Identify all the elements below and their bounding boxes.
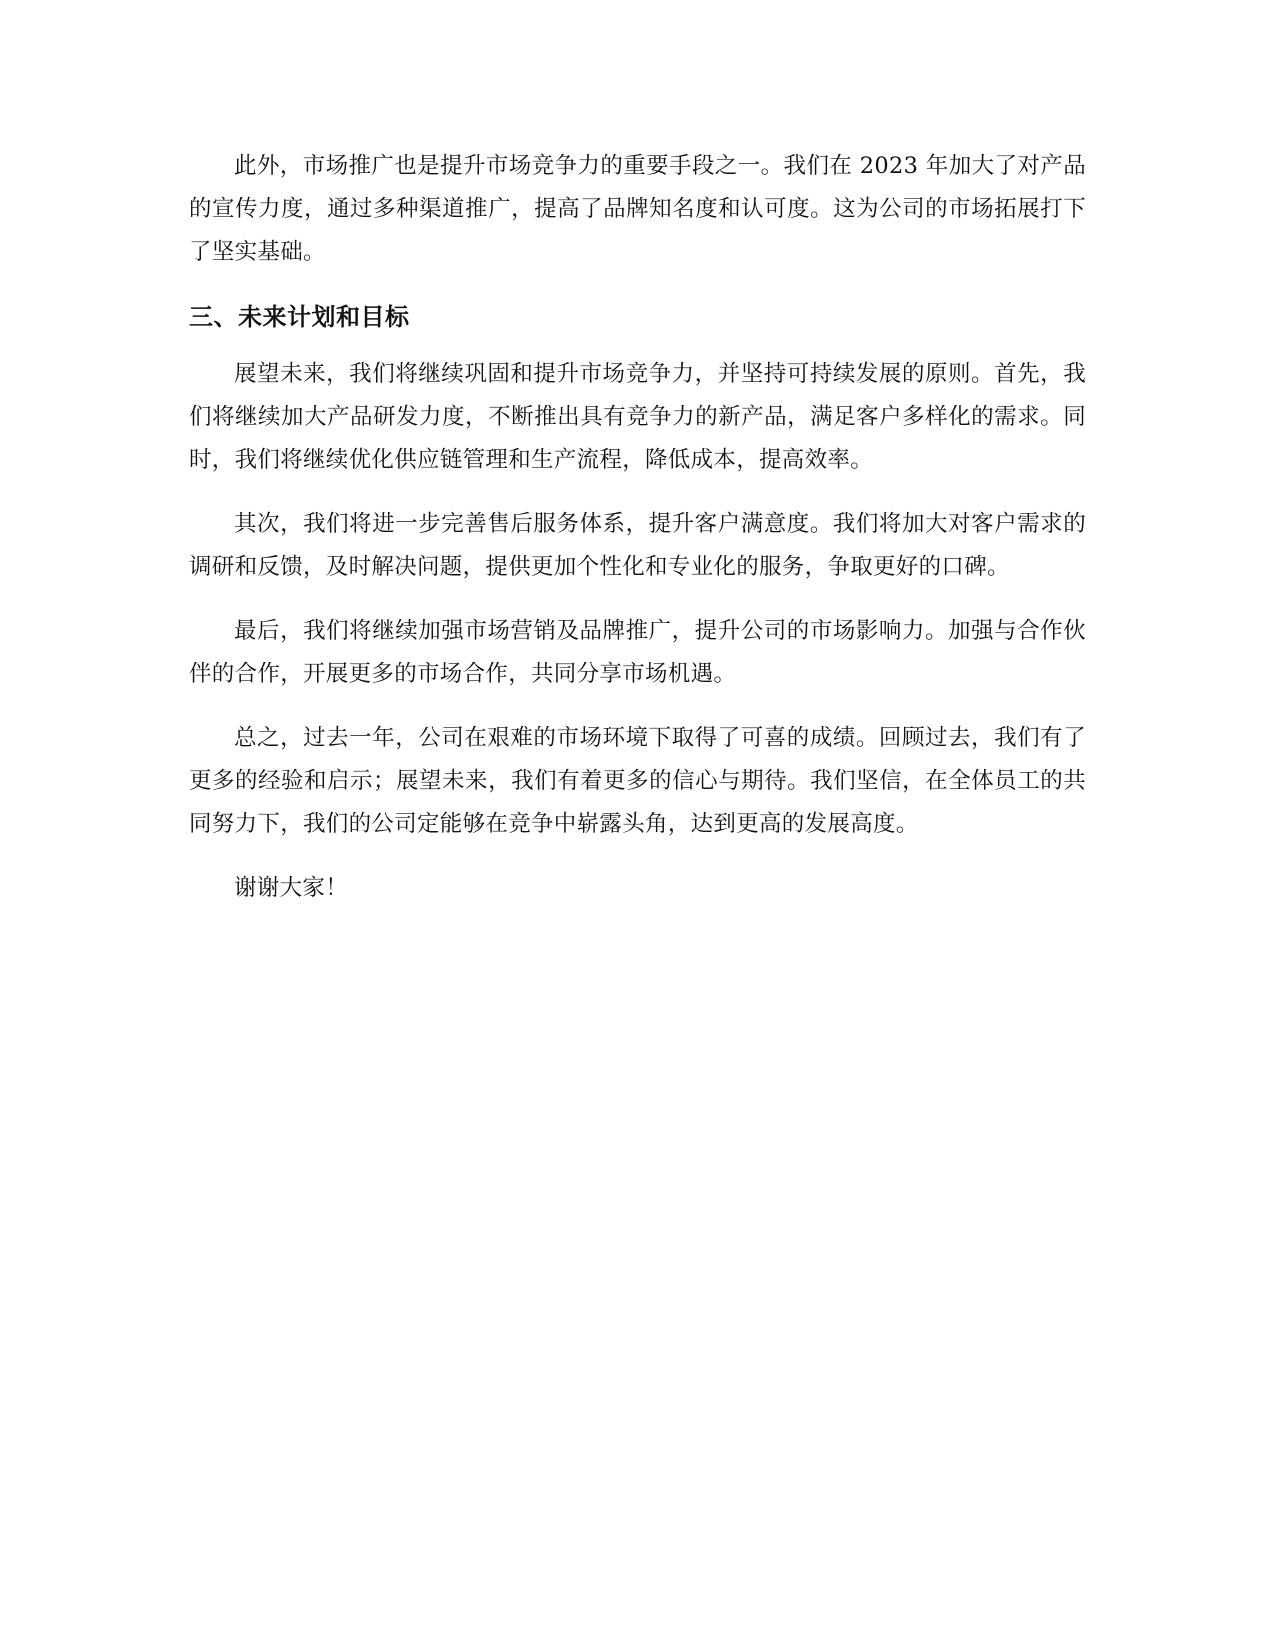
paragraph-outlook: 展望未来，我们将继续巩固和提升市场竞争力，并坚持可持续发展的原则。首先，我们将继续加大产品研发力度，不断推出具有竞争力的新产品，满足客户多样化的需求。同时，我们将继续优化供应链管理和生产流程，降低成本，提高效率。 [189, 361, 1086, 473]
paragraph-after-sales: 其次，我们将进一步完善售后服务体系，提升客户满意度。我们将加大对客户需求的调研和反馈，及时解决问题，提供更加个性化和专业化的服务，争取更好的口碑。 [189, 511, 1086, 580]
section-heading-future-plans: 三、未来计划和目标 [189, 303, 410, 331]
paragraph-thanks: 谢谢大家！ [234, 875, 349, 901]
paragraph-marketing-promotion: 此外，市场推广也是提升市场竞争力的重要手段之一。我们在 2023 年加大了对产品的宣传力度，通过多种渠道推广，提高了品牌知名度和认可度。这为公司的市场拓展打下了坚实基础。 [189, 153, 1086, 265]
paragraph-marketing-brand: 最后，我们将继续加强市场营销及品牌推广，提升公司的市场影响力。加强与合作伙伴的合作，开展更多的市场合作，共同分享市场机遇。 [189, 618, 1086, 687]
document-body [189, 145, 1086, 931]
paragraph-conclusion: 总之，过去一年，公司在艰难的市场环境下取得了可喜的成绩。回顾过去，我们有了更多的经验和启示；展望未来，我们有着更多的信心与期待。我们坚信，在全体员工的共同努力下，我们的公司定能够在竞争中崭露头角，达到更高的发展高度。 [189, 725, 1086, 837]
